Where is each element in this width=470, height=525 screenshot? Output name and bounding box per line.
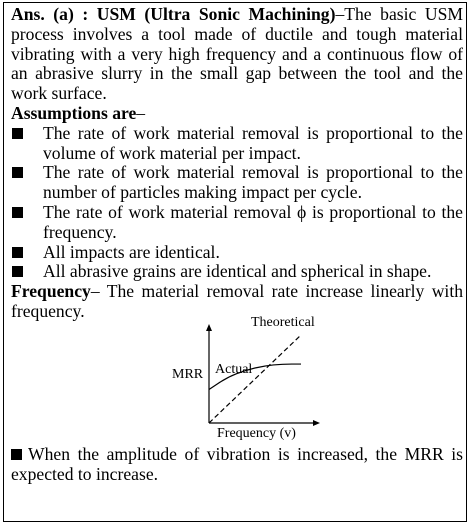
assumptions-heading-text: Assumptions are [11,102,137,123]
answer-label: Ans. (a) : USM (Ultra Sonic Machining) [11,4,336,24]
assumption-item [11,262,463,282]
bullet-square-icon [11,449,22,460]
bullet-square-icon [12,247,23,258]
assumptions-heading [11,104,463,124]
series-label-theoretical: Theoretical [251,314,315,330]
x-axis-label: Frequency (v) [217,425,296,441]
y-axis-arrow [206,324,212,331]
assumption-text: The rate of work material removal ϕ is proportional to the frequency. [43,201,463,242]
frequency-paragraph [11,282,463,322]
assumption-item [11,124,463,164]
series-label-actual: Actual [215,361,253,377]
assumption-text: The rate of work material removal is proportional to the number of particles making impact per cycle. [43,162,463,203]
assumptions-heading-dash: – [136,102,146,123]
assumption-item [11,243,463,263]
answer-paragraph [11,5,463,104]
closing-text: When the amplitude of vibration is increased, the MRR is expected to increase. [11,443,463,484]
assumption-item [11,203,463,243]
chart-svg [11,314,463,445]
assumption-text: The rate of work material removal is proportional to the volume of work material per impact. [43,122,463,163]
bullet-square-icon [12,266,23,277]
answer-text: –The basic USM process involves a tool made of ductile and tough material vibrating with a very high frequency and a continuous flow of an abrasive slurry in the small gap between the tool and the work surface. [11,4,463,104]
x-axis-arrow [313,420,320,426]
mrr-frequency-chart [11,314,463,445]
y-axis-label: MRR [172,366,204,382]
frequency-heading: Frequency [11,281,91,302]
theoretical-line [209,335,301,423]
assumption-text: All abrasive grains are identical and spherical in shape. [43,261,432,282]
assumption-text: All impacts are identical. [43,241,220,262]
frequency-text: – The material removal rate increase linearly with frequency. [11,281,463,321]
bullet-square-icon [12,167,23,178]
bullet-square-icon [12,128,23,139]
bullet-square-icon [12,207,23,218]
closing-paragraph [11,445,463,485]
assumption-item [11,163,463,203]
answer-content [11,5,463,484]
